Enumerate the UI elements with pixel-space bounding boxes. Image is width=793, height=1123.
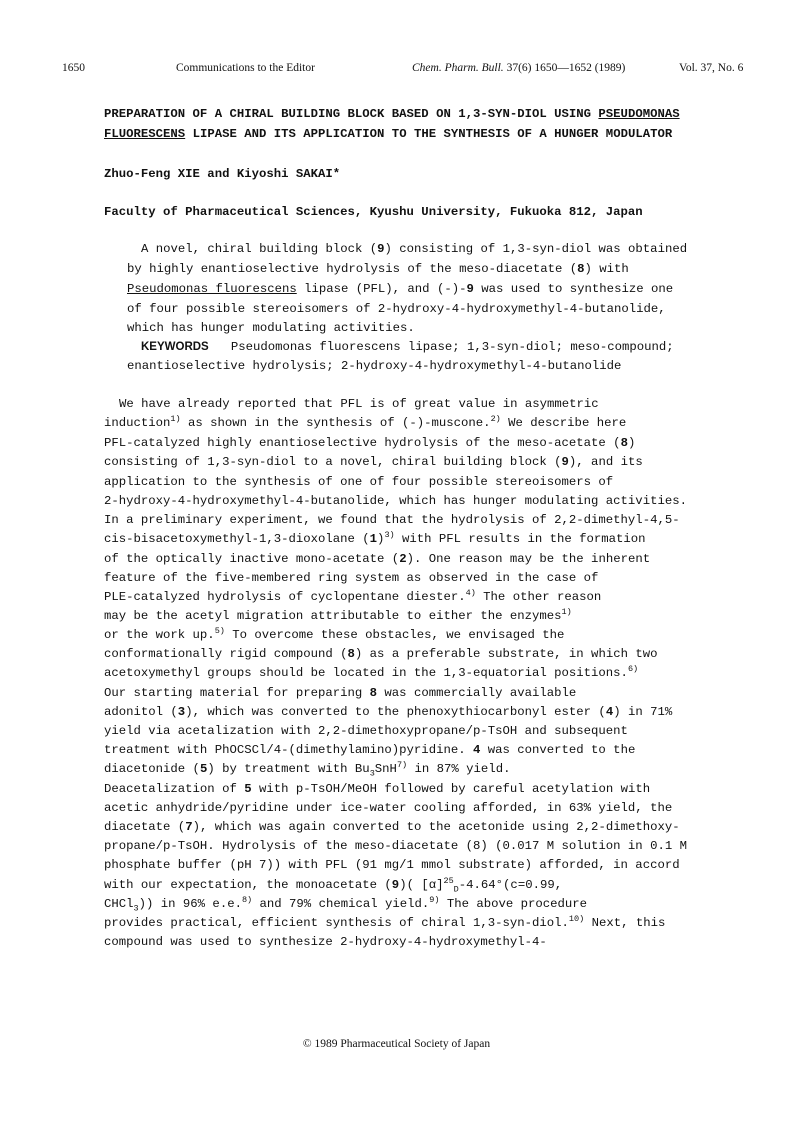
body-line: [104, 625, 565, 642]
body-line: yield via acetalization with 2,2-dimethoxypropane/p-TsOH and subsequent: [104, 724, 628, 738]
text: Deacetalization of: [104, 782, 245, 796]
text: diacetonide (: [104, 762, 200, 776]
reference: 6): [627, 663, 639, 674]
superscript: 25: [443, 875, 454, 886]
compound-number: 9: [377, 242, 385, 256]
abstract-line: [127, 282, 673, 296]
body-line: [104, 436, 635, 450]
keywords-line: enantioselective hydrolysis; 2-hydroxy-4-hydroxymethyl-4-butanolide: [127, 359, 622, 373]
text: was used to synthesize one: [473, 282, 674, 296]
keywords-label: KEYWORDS: [141, 341, 209, 353]
body-line: [104, 705, 672, 719]
text: Pseudomonas fluorescens lipase; 1,3-syn-diol; meso-compound;: [208, 340, 674, 354]
text: ). One reason may be the inherent: [406, 552, 651, 566]
body-line: [104, 820, 680, 834]
abstract-line: [127, 262, 629, 276]
compound-number: 4: [472, 743, 481, 757]
body-line: [104, 913, 666, 930]
body-line: [104, 413, 627, 430]
text: by highly enantioselective hydrolysis of the meso-diacetate (: [127, 262, 578, 276]
compound-number: 9: [466, 282, 474, 296]
text: consisting of 1,3-syn-diol to a novel, chiral building block (: [104, 455, 562, 469]
body-line: [104, 894, 588, 914]
text: adonitol (: [104, 705, 178, 719]
body-line: [104, 552, 650, 566]
text: ) with: [584, 262, 629, 276]
body-line: 2-hydroxy-4-hydroxymethyl-4-butanolide, which has hunger modulating activities.: [104, 494, 687, 508]
text: diacetate (: [104, 820, 186, 834]
body-line: [104, 743, 635, 757]
authors: Zhuo-Feng XIE and Kiyoshi SAKAI*: [104, 167, 341, 181]
body-line: [104, 759, 511, 779]
title-text: PREPARATION OF A CHIRAL BUILDING BLOCK BASED ON 1,3-SYN-DIOL USING: [104, 107, 599, 121]
text: in 87% yield.: [407, 762, 511, 776]
body-line: compound was used to synthesize 2-hydroxy-4-hydroxymethyl-4-: [104, 935, 547, 949]
compound-number: 4: [605, 705, 614, 719]
compound-number: 3: [177, 705, 186, 719]
body-line: [104, 663, 639, 680]
reference: 5): [214, 625, 225, 636]
title-line-1: [104, 107, 680, 121]
text: To overcome these obstacles, we envisaged the: [224, 628, 565, 642]
reference: 1): [561, 606, 572, 617]
body-line: feature of the five-membered ring system as observed in the case of: [104, 571, 599, 585]
text: conformationally rigid compound (: [104, 647, 348, 661]
text: A novel, chiral building block (: [141, 242, 378, 256]
text: of the optically inactive mono-acetate (: [104, 552, 400, 566]
compound-number: 7: [185, 820, 193, 834]
text: ), which was converted to the phenoxythiocarbonyl ester (: [185, 705, 606, 719]
title-genus: PSEUDOMONAS: [598, 107, 680, 121]
text: with our expectation, the monoacetate (: [104, 878, 392, 892]
compound-number: 8: [577, 262, 585, 276]
text: ) consisting of 1,3-syn-diol was obtained: [384, 242, 688, 256]
compound-number: 5: [199, 762, 208, 776]
text: The other reason: [475, 590, 602, 604]
text: ): [377, 532, 385, 546]
text: with p-TsOH/MeOH followed by careful acetylation with: [251, 782, 651, 796]
subscript: 3: [133, 903, 139, 914]
title-text: LIPASE AND ITS APPLICATION TO THE SYNTHESIS OF A HUNGER MODULATOR: [185, 127, 673, 141]
body-line: [104, 587, 602, 604]
body-line: [104, 875, 563, 895]
compound-number: 8: [620, 436, 628, 450]
species-name: Pseudomonas fluorescens: [127, 282, 297, 296]
subscript: D: [453, 884, 459, 895]
reference: 2): [490, 413, 501, 424]
section-heading: Communications to the Editor: [176, 62, 315, 74]
body-line: [104, 782, 650, 796]
text: -4.64°(c=0.99,: [458, 878, 563, 892]
reference: 1): [170, 413, 181, 424]
body-line: [104, 455, 643, 469]
body-line: [104, 606, 572, 623]
body-line: We have already reported that PFL is of great value in asymmetric: [119, 397, 599, 411]
compound-number: 5: [244, 782, 252, 796]
text: ), which was again converted to the acetonide using 2,2-dimethoxy-: [192, 820, 680, 834]
text: acetoxymethyl groups should be located in the 1,3-equatorial positions.: [104, 666, 628, 680]
body-line: acetic anhydride/pyridine under ice-water cooling afforded, in 63% yield, the: [104, 801, 673, 815]
text: treatment with PhOCSCl/4-(dimethylamino)pyridine.: [104, 743, 473, 757]
abstract-line: which has hunger modulating activities.: [127, 321, 415, 335]
compound-number: 9: [391, 878, 400, 892]
text: was converted to the: [480, 743, 636, 757]
affiliation: Faculty of Pharmaceutical Sciences, Kyushu University, Fukuoka 812, Japan: [104, 205, 643, 219]
text: or the work up.: [104, 628, 215, 642]
text: ): [627, 436, 636, 450]
volume-info: Vol. 37, No. 6: [679, 62, 744, 74]
text: as shown in the synthesis of (-)-muscone.: [180, 416, 491, 430]
text: PFL-catalyzed highly enantioselective hydrolysis of the meso-acetate (: [104, 436, 621, 450]
body-line: [104, 529, 646, 546]
text: )) in 96% e.e.: [138, 897, 242, 911]
text: lipase (PFL), and (-)-: [296, 282, 467, 296]
text: We describe here: [500, 416, 627, 430]
reference: 7): [396, 759, 408, 770]
text: provides practical, efficient synthesis of chiral 1,3-syn-diol.: [104, 916, 569, 930]
body-line: propane/p-TsOH. Hydrolysis of the meso-diacetate (8) (0.017 M solution in 0.1 M: [104, 839, 687, 853]
text: CHCl: [104, 897, 134, 911]
compound-number: 8: [347, 647, 355, 661]
body-line: [104, 647, 657, 661]
text: ) in 71%: [613, 705, 673, 719]
reference: 9): [429, 894, 440, 905]
text: ) as a preferable substrate, in which two: [354, 647, 658, 661]
compound-number: 8: [369, 686, 378, 700]
citation: 37(6) 1650—1652 (1989): [506, 62, 626, 74]
text: The above procedure: [439, 897, 588, 911]
text: induction: [104, 416, 171, 430]
page-number: 1650: [62, 62, 85, 74]
journal-name: Chem. Pharm. Bull.: [412, 62, 504, 74]
compound-number: 9: [561, 455, 569, 469]
body-line: application to the synthesis of one of four possible stereoisomers of: [104, 475, 614, 489]
subscript: 3: [369, 768, 375, 779]
abstract-line: [141, 242, 687, 256]
body-line: phosphate buffer (pH 7)) with PFL (91 mg/1 mmol substrate) afforded, in accord: [104, 858, 680, 872]
copyright-footer: © 1989 Pharmaceutical Society of Japan: [302, 1038, 491, 1050]
text: cis-bisacetoxymethyl-1,3-dioxolane (: [104, 532, 370, 546]
reference: 8): [241, 894, 253, 905]
text: ) by treatment with Bu: [207, 762, 370, 776]
text: Our starting material for preparing: [104, 686, 370, 700]
compound-number: 1: [369, 532, 378, 546]
title-line-2: [104, 127, 672, 141]
journal-citation: [412, 62, 625, 74]
reference: 4): [465, 587, 476, 598]
text: SnH: [374, 762, 397, 776]
text: with PFL results in the formation: [394, 532, 646, 546]
text: may be the acetyl migration attributable to either the enzymes: [104, 609, 562, 623]
body-line: [104, 686, 576, 700]
title-species: FLUORESCENS: [104, 127, 186, 141]
text: and 79% chemical yield.: [252, 897, 430, 911]
text: )( [α]: [399, 878, 444, 892]
reference: 10): [568, 913, 585, 924]
abstract-line: of four possible stereoisomers of 2-hydroxy-4-hydroxymethyl-4-butanolide,: [127, 302, 666, 316]
text: Next, this: [584, 916, 666, 930]
text: was commercially available: [377, 686, 577, 700]
body-line: In a preliminary experiment, we found that the hydrolysis of 2,2-dimethyl-4,5-: [104, 513, 680, 527]
keywords-line: [141, 340, 674, 354]
compound-number: 2: [399, 552, 407, 566]
text: PLE-catalyzed hydrolysis of cyclopentane diester.: [104, 590, 466, 604]
reference: 3): [384, 529, 395, 540]
text: ), and its: [568, 455, 643, 469]
